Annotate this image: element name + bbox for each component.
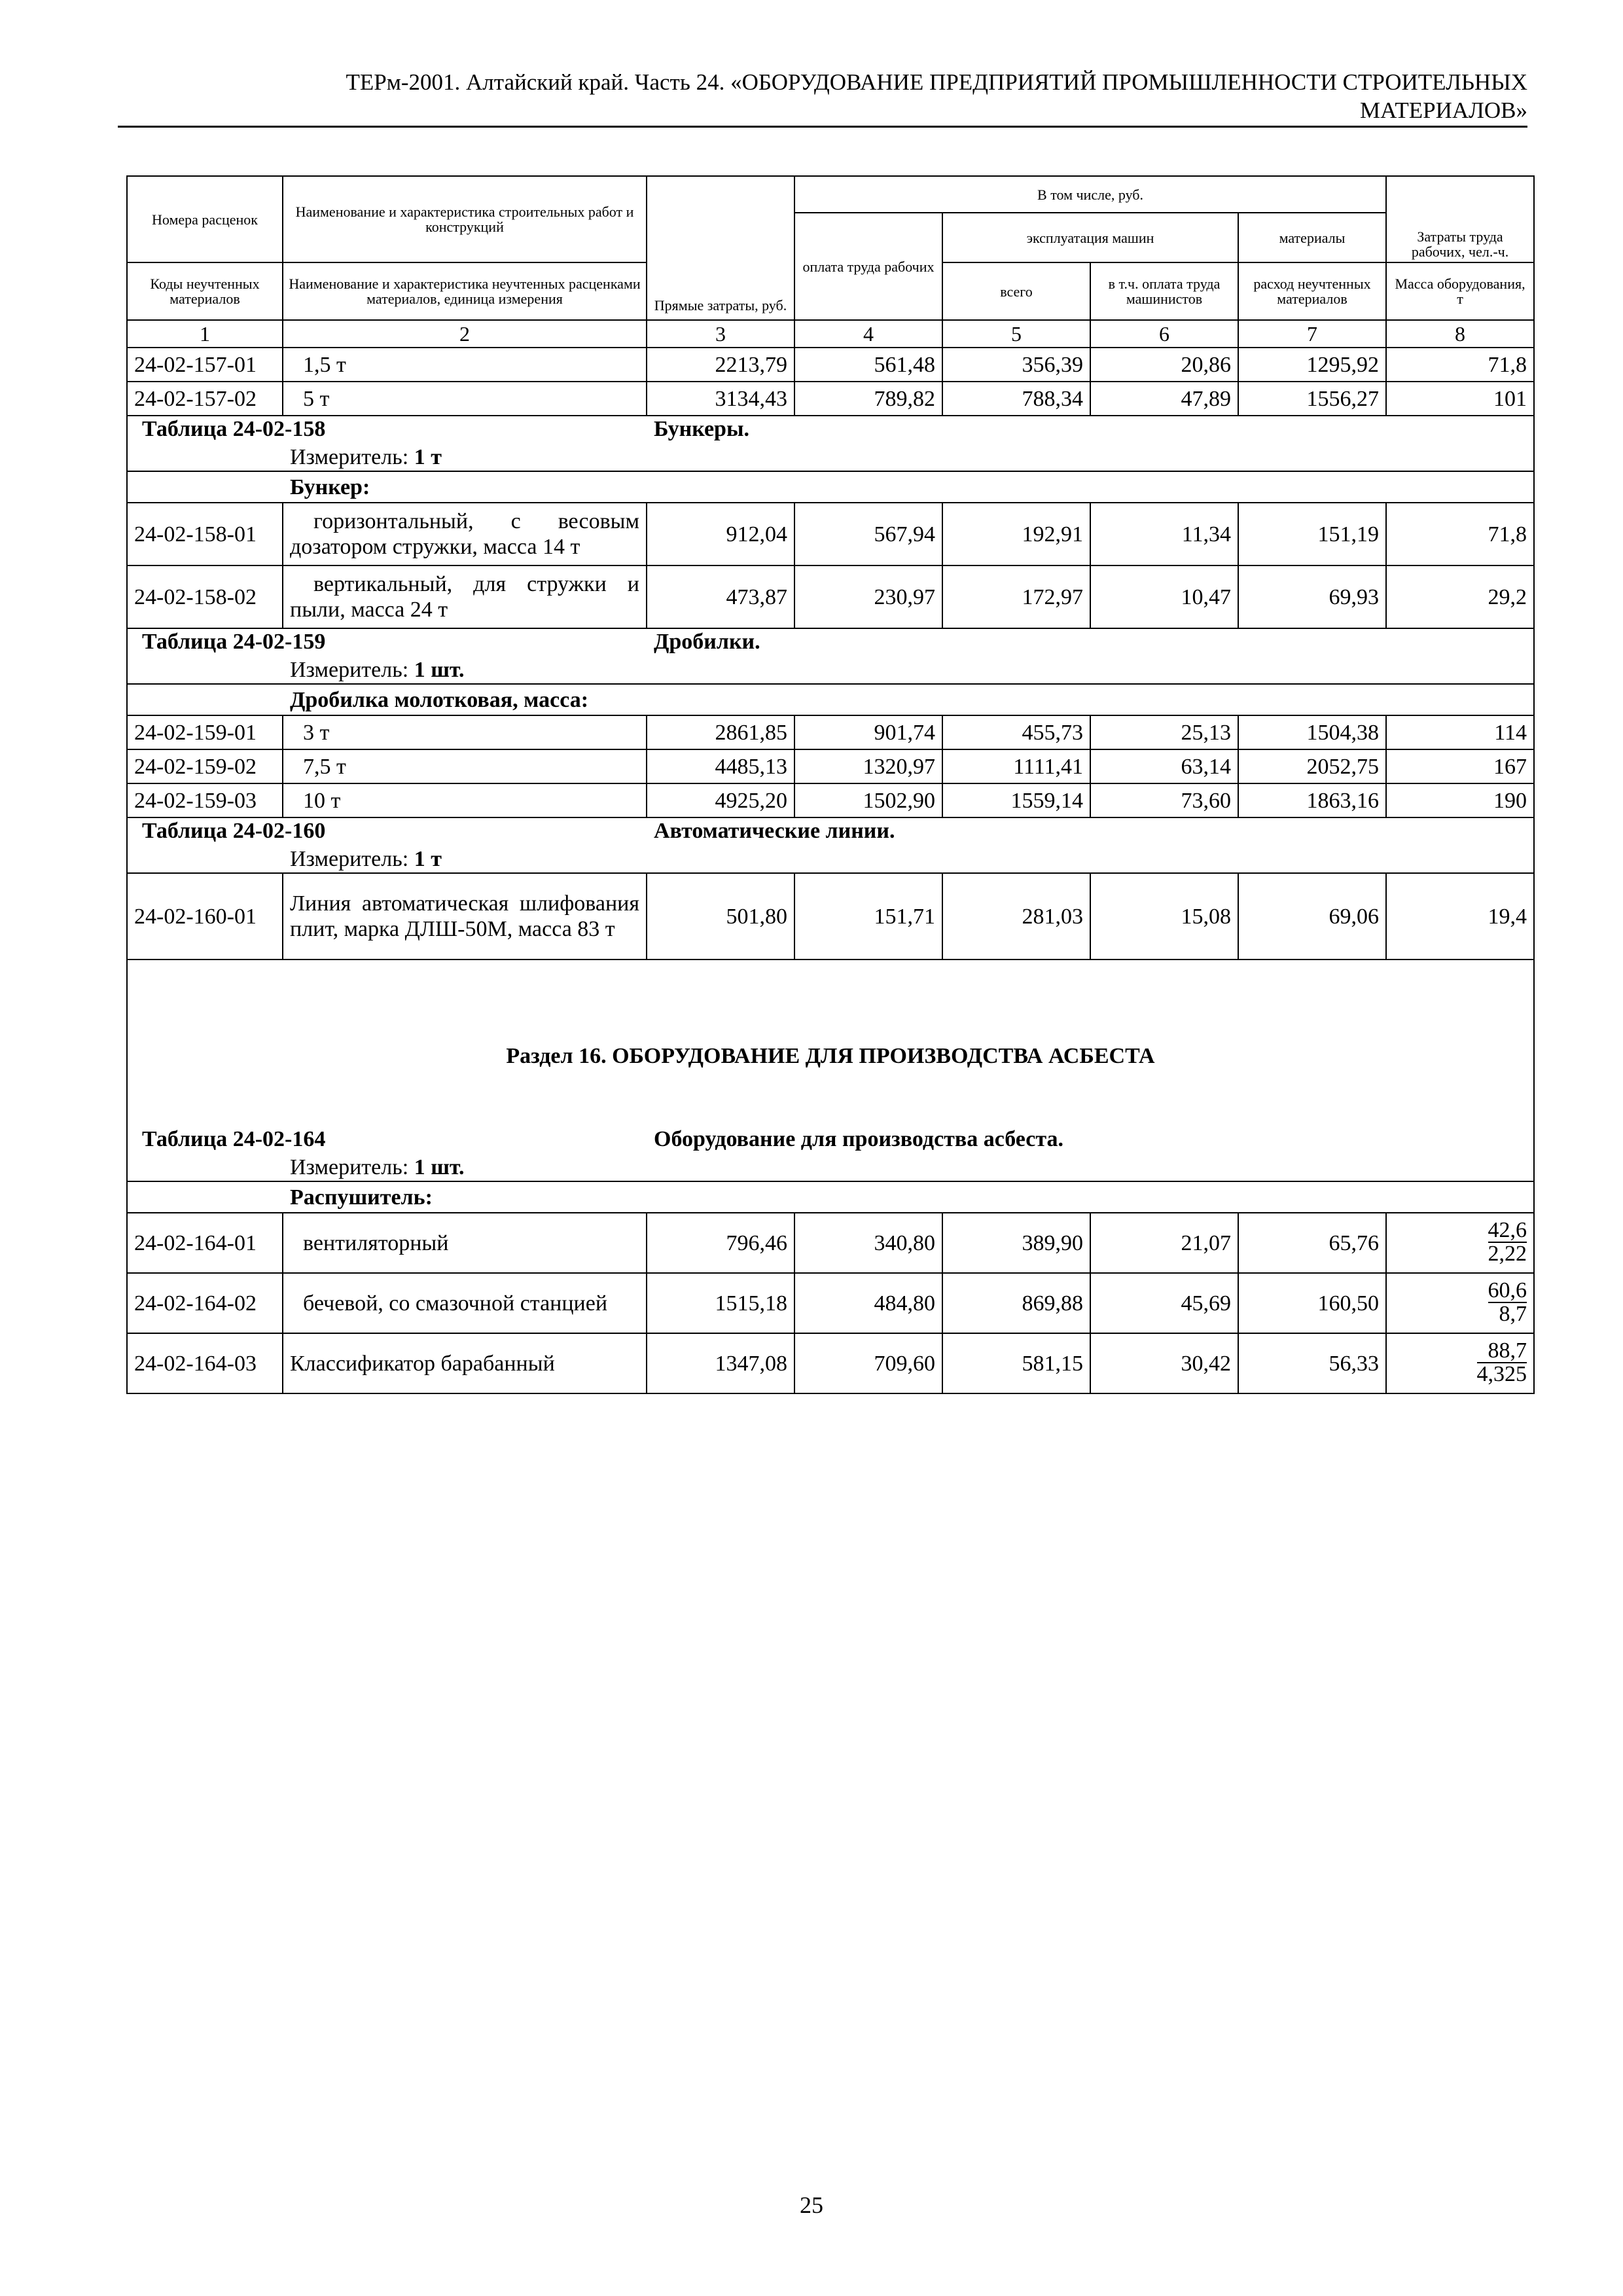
machine-total: 788,34 <box>942 382 1090 416</box>
table-title-row <box>127 1126 1534 1153</box>
page-number: 25 <box>800 2192 823 2218</box>
rate-code: 24-02-160-01 <box>127 873 283 960</box>
labor-pay: 1502,90 <box>794 783 942 817</box>
measure <box>283 844 1534 873</box>
labor-cost: 190 <box>1386 783 1534 817</box>
table-title: Бункеры. <box>647 416 1534 442</box>
rate-name: бечевой, со смазочной станцией <box>283 1273 647 1333</box>
header-direct-costs: Прямые затраты, руб. <box>647 176 794 320</box>
table-row <box>127 715 1534 749</box>
labor-pay: 230,97 <box>794 565 942 628</box>
direct-cost: 473,87 <box>647 565 794 628</box>
group-row <box>127 684 1534 715</box>
labor-pay: 484,80 <box>794 1273 942 1333</box>
measure-unit: 1 т <box>414 846 442 871</box>
materials: 151,19 <box>1238 503 1386 565</box>
group-row <box>127 1181 1534 1213</box>
column-number: 6 <box>1090 320 1238 348</box>
direct-cost: 501,80 <box>647 873 794 960</box>
rate-name: вентиляторный <box>283 1213 647 1273</box>
group-label: Дробилка молотковая, масса: <box>283 684 1534 715</box>
measure-row <box>127 844 1534 873</box>
direct-cost: 3134,43 <box>647 382 794 416</box>
header-equipment-mass: Масса оборудования, т <box>1386 262 1534 320</box>
rate-name: Линия автоматическая шлифования плит, марка ДЛШ-50М, масса 83 т <box>283 873 647 960</box>
column-number: 4 <box>794 320 942 348</box>
measure-row <box>127 1153 1534 1181</box>
rate-code: 24-02-159-02 <box>127 749 283 783</box>
materials: 56,33 <box>1238 1333 1386 1393</box>
direct-cost: 912,04 <box>647 503 794 565</box>
machine-total: 192,91 <box>942 503 1090 565</box>
direct-cost: 4925,20 <box>647 783 794 817</box>
labor-cost: 114 <box>1386 715 1534 749</box>
table-row <box>127 873 1534 960</box>
labor-mass-fraction <box>1386 1333 1534 1393</box>
table-row <box>127 503 1534 565</box>
materials: 65,76 <box>1238 1213 1386 1273</box>
labor-cost: 71,8 <box>1386 503 1534 565</box>
measure <box>283 655 1534 684</box>
header-machine-ops: эксплуатация машин <box>942 213 1238 262</box>
measure-unit: 1 шт. <box>414 1155 465 1179</box>
equipment-mass: 8,7 <box>1499 1302 1527 1326</box>
rate-name: Классификатор барабанный <box>283 1333 647 1393</box>
machinist-pay: 45,69 <box>1090 1273 1238 1333</box>
machinist-pay: 73,60 <box>1090 783 1238 817</box>
direct-cost: 1515,18 <box>647 1273 794 1333</box>
table-title: Автоматические линии. <box>647 817 1534 844</box>
measure-label: Измеритель: <box>290 657 414 682</box>
rate-code: 24-02-158-02 <box>127 565 283 628</box>
measure-label: Измеритель: <box>290 846 414 871</box>
header-machinist-pay: в т.ч. оплата труда машинистов <box>1090 262 1238 320</box>
direct-cost: 796,46 <box>647 1213 794 1273</box>
labor-cost: 42,6 <box>1488 1218 1527 1242</box>
equipment-mass: 2,22 <box>1488 1242 1527 1266</box>
measure <box>283 442 1534 471</box>
machine-total: 869,88 <box>942 1273 1090 1333</box>
machinist-pay: 15,08 <box>1090 873 1238 960</box>
group-row <box>127 471 1534 503</box>
equipment-mass: 4,325 <box>1476 1362 1527 1386</box>
table-number: Таблица 24-02-159 <box>127 628 647 655</box>
column-number: 5 <box>942 320 1090 348</box>
rate-code: 24-02-158-01 <box>127 503 283 565</box>
rate-name: 3 т <box>283 715 647 749</box>
rates-table <box>126 175 1535 1394</box>
machine-total: 581,15 <box>942 1333 1090 1393</box>
labor-pay: 340,80 <box>794 1213 942 1273</box>
table-title-row <box>127 416 1534 442</box>
labor-cost: 19,4 <box>1386 873 1534 960</box>
measure-unit: 1 т <box>414 444 442 469</box>
materials: 69,06 <box>1238 873 1386 960</box>
rate-name: вертикальный, для стружки и пыли, масса 24 т <box>283 565 647 628</box>
labor-pay: 789,82 <box>794 382 942 416</box>
materials: 1504,38 <box>1238 715 1386 749</box>
materials: 160,50 <box>1238 1273 1386 1333</box>
rate-code: 24-02-164-01 <box>127 1213 283 1273</box>
labor-mass-fraction <box>1386 1273 1534 1333</box>
direct-cost: 1347,08 <box>647 1333 794 1393</box>
machinist-pay: 63,14 <box>1090 749 1238 783</box>
table-row <box>127 1333 1534 1393</box>
rate-code: 24-02-164-03 <box>127 1333 283 1393</box>
section-row <box>127 960 1534 1126</box>
materials: 2052,75 <box>1238 749 1386 783</box>
labor-pay: 151,71 <box>794 873 942 960</box>
header-rule <box>118 126 1527 128</box>
column-number: 2 <box>283 320 647 348</box>
materials: 1556,27 <box>1238 382 1386 416</box>
header-col2-top: Наименование и характеристика строительных работ и конструкций <box>283 176 647 262</box>
machinist-pay: 21,07 <box>1090 1213 1238 1273</box>
column-number: 1 <box>127 320 283 348</box>
labor-pay: 709,60 <box>794 1333 942 1393</box>
labor-cost: 29,2 <box>1386 565 1534 628</box>
header-labor-cost: Затраты труда рабочих, чел.-ч. <box>1386 176 1534 262</box>
rate-code: 24-02-159-03 <box>127 783 283 817</box>
header-machine-total: всего <box>942 262 1090 320</box>
header-materials-use: расход неучтенных материалов <box>1238 262 1386 320</box>
table-title-row <box>127 817 1534 844</box>
rate-name: горизонтальный, с весовым дозатором стружки, масса 14 т <box>283 503 647 565</box>
labor-pay: 901,74 <box>794 715 942 749</box>
running-head-line2: МАТЕРИАЛОВ» <box>1360 98 1527 123</box>
group-label: Распушитель: <box>283 1181 1534 1213</box>
measure-label: Измеритель: <box>290 1155 414 1179</box>
rate-name: 1,5 т <box>283 348 647 382</box>
direct-cost: 2213,79 <box>647 348 794 382</box>
rate-code: 24-02-159-01 <box>127 715 283 749</box>
section-title: Раздел 16. ОБОРУДОВАНИЕ ДЛЯ ПРОИЗВОДСТВА АСБЕСТА <box>127 960 1534 1126</box>
table-row <box>127 565 1534 628</box>
measure <box>283 1153 1534 1181</box>
machine-total: 281,03 <box>942 873 1090 960</box>
table-title: Оборудование для производства асбеста. <box>647 1126 1534 1153</box>
running-head-line1: ТЕРм-2001. Алтайский край. Часть 24. «ОБОРУДОВАНИЕ ПРЕДПРИЯТИЙ ПРОМЫШЛЕННОСТИ СТРОИТЕЛЬНЫХ <box>346 69 1527 95</box>
labor-cost: 60,6 <box>1488 1278 1527 1302</box>
direct-cost: 2861,85 <box>647 715 794 749</box>
table-row <box>127 1273 1534 1333</box>
labor-cost: 71,8 <box>1386 348 1534 382</box>
rate-code: 24-02-157-02 <box>127 382 283 416</box>
column-number: 8 <box>1386 320 1534 348</box>
measure-unit: 1 шт. <box>414 657 465 682</box>
table-row <box>127 749 1534 783</box>
header-col1-bottom: Коды неучтенных материалов <box>127 262 283 320</box>
table-number: Таблица 24-02-160 <box>127 817 647 844</box>
labor-cost: 88,7 <box>1477 1340 1527 1363</box>
machine-total: 356,39 <box>942 348 1090 382</box>
machinist-pay: 25,13 <box>1090 715 1238 749</box>
header-labor-pay: оплата труда рабочих <box>794 213 942 320</box>
labor-pay: 1320,97 <box>794 749 942 783</box>
table-row <box>127 382 1534 416</box>
header-col1-top: Номера расценок <box>127 176 283 262</box>
column-number: 3 <box>647 320 794 348</box>
header-including: В том числе, руб. <box>794 176 1386 213</box>
table-number: Таблица 24-02-164 <box>127 1126 647 1153</box>
machine-total: 389,90 <box>942 1213 1090 1273</box>
table-row <box>127 1213 1534 1273</box>
table-title: Дробилки. <box>647 628 1534 655</box>
measure-row <box>127 655 1534 684</box>
table-row <box>127 783 1534 817</box>
labor-mass-fraction <box>1386 1213 1534 1273</box>
table-number: Таблица 24-02-158 <box>127 416 647 442</box>
machinist-pay: 10,47 <box>1090 565 1238 628</box>
table-title-row <box>127 628 1534 655</box>
rate-code: 24-02-164-02 <box>127 1273 283 1333</box>
machinist-pay: 11,34 <box>1090 503 1238 565</box>
machinist-pay: 47,89 <box>1090 382 1238 416</box>
machine-total: 1559,14 <box>942 783 1090 817</box>
header-col2-bottom: Наименование и характеристика неучтенных расценками материалов, единица измерения <box>283 262 647 320</box>
machine-total: 172,97 <box>942 565 1090 628</box>
materials: 1863,16 <box>1238 783 1386 817</box>
running-head <box>118 68 1527 124</box>
rate-name: 5 т <box>283 382 647 416</box>
machine-total: 455,73 <box>942 715 1090 749</box>
direct-cost: 4485,13 <box>647 749 794 783</box>
rate-code: 24-02-157-01 <box>127 348 283 382</box>
group-label: Бункер: <box>283 471 1534 503</box>
rate-name: 10 т <box>283 783 647 817</box>
rate-name: 7,5 т <box>283 749 647 783</box>
materials: 1295,92 <box>1238 348 1386 382</box>
machine-total: 1111,41 <box>942 749 1090 783</box>
header-materials: материалы <box>1238 213 1386 262</box>
labor-pay: 561,48 <box>794 348 942 382</box>
measure-row <box>127 442 1534 471</box>
labor-cost: 167 <box>1386 749 1534 783</box>
table-row <box>127 348 1534 382</box>
machinist-pay: 20,86 <box>1090 348 1238 382</box>
machinist-pay: 30,42 <box>1090 1333 1238 1393</box>
column-number: 7 <box>1238 320 1386 348</box>
materials: 69,93 <box>1238 565 1386 628</box>
labor-cost: 101 <box>1386 382 1534 416</box>
measure-label: Измеритель: <box>290 444 414 469</box>
labor-pay: 567,94 <box>794 503 942 565</box>
